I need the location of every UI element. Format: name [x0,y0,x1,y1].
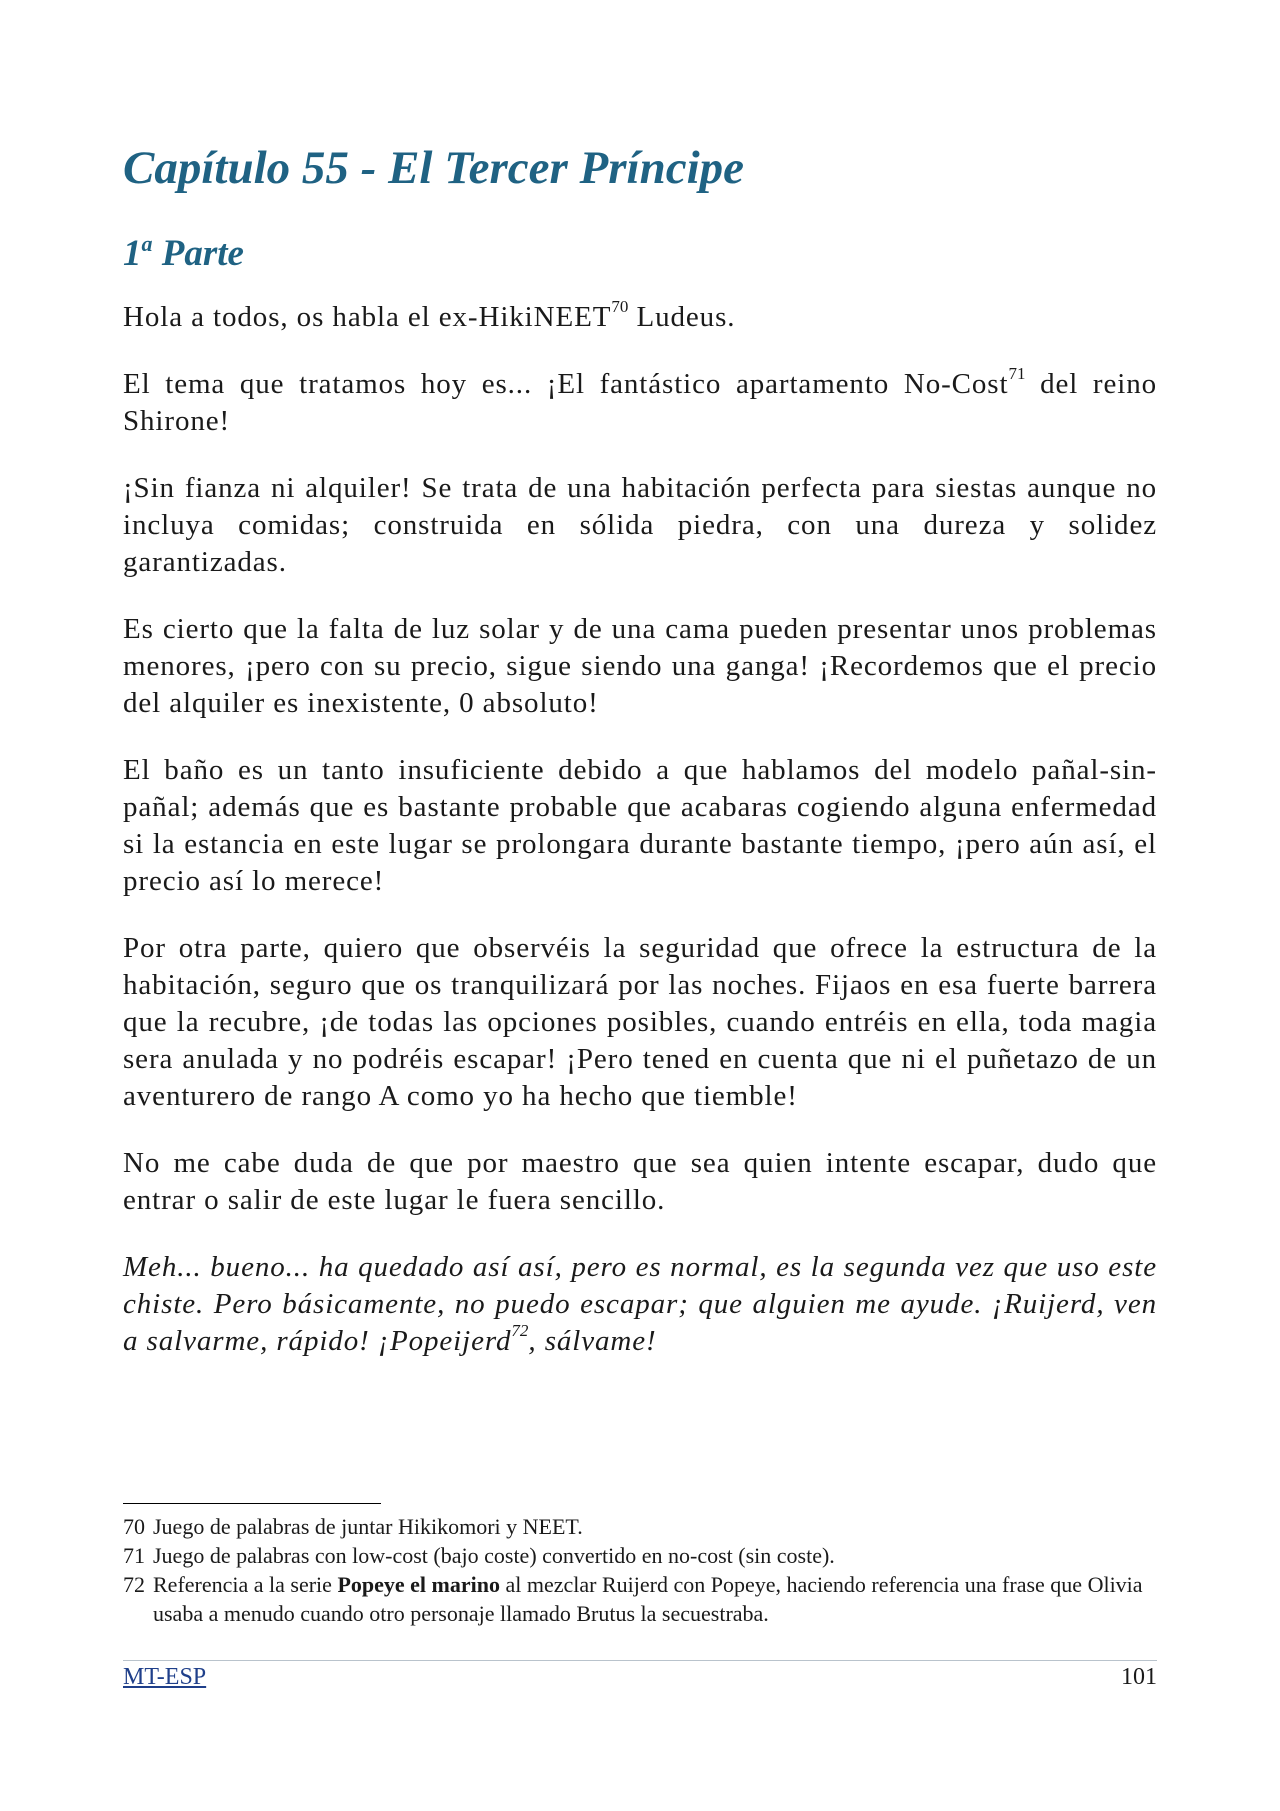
chapter-title: Capítulo 55 - El Tercer Príncipe [123,142,745,194]
paragraph: Es cierto que la falta de luz solar y de una cama pueden presentar unos problemas menores, ¡pero con su precio, sigue siendo una ganga! ¡Recordemos que el precio del alquiler es inexistente, 0 absoluto! [123,612,1157,719]
footnote-text: Juego de palabras con low-cost (bajo coste) convertido en no-cost (sin coste). [153,1543,835,1568]
footnote-separator [123,1503,381,1504]
paragraph: Hola a todos, os habla el ex-HikiNEET$^{70}$ Ludeus. [123,296,736,333]
footnote [123,1541,1157,1570]
paragraph: ¡Sin fianza ni alquiler! Se trata de una habitación perfecta para siestas aunque no incluya comidas; construida en sólida piedra, con una dureza y solidez garantizadas. [123,471,1157,578]
footnote-number: 72 [123,1572,145,1597]
part-ordinal: a [141,231,153,257]
footnote-ref[interactable]: 71 [1008,363,1026,383]
paragraph: El tema que tratamos hoy es... ¡El fantástico apartamento No-Cost$^{71}$ del reino Shirone! [123,363,1158,437]
footnote-series-title: Popeye el marino [337,1572,500,1597]
footnote-ref[interactable]: 70 [611,296,629,316]
footnote-number: 71 [123,1543,145,1568]
page-number: 101 [1121,1664,1157,1690]
footnote [123,1570,1157,1628]
footnote-text: Juego de palabras de juntar Hikikomori y NEET. [153,1514,583,1539]
footnote [123,1512,1157,1541]
part-number: 1 [123,233,142,275]
paragraph: El baño es un tanto insuficiente debido a que hablamos del modelo pañal-sin-pañal; además que es bastante probable que acabaras cogiendo alguna enfermedad si la estancia en este lugar se prolongara durante bastante tiempo, ¡pero aún así, el precio así lo merece! [123,753,1157,897]
paragraph: Por otra parte, quiero que observéis la seguridad que ofrece la estructura de la habitación, seguro que os tranquilizará por las noches. Fijaos en esa fuerte barrera que la recubre, ¡de todas las opciones posibles, cuando entréis en ella, toda magia sera anulada y no podréis escapar! ¡Pero tened en cuenta que ni el puñetazo de un aventurero de rango A como yo ha hecho que tiemble! [123,931,1157,1112]
footnote-text: Referencia a la serie Popeye el marino al mezclar Ruijerd con Popeye, haciendo referencia una frase que Olivia usaba a menudo cuando otro personaje llamado Brutus la secuestraba. [153,1572,1143,1626]
body-text [123,296,1158,1360]
part-heading [123,232,1157,276]
page-footer [123,1661,1157,1693]
paragraph: No me cabe duda de que por maestro que sea quien intente escapar, dudo que entrar o salir de este lugar le fuera sencillo. [123,1146,1157,1216]
paragraph-italic: Meh... bueno... ha quedado así así, pero es normal, es la segunda vez que uso este chiste. Pero básicamente, no puedo escapar; que alguien me ayude. ¡Ruijerd, ven a salvarme, rápido! ¡Popeijerd$^{72}$, sálvame! [123,1250,1157,1357]
footnote-number: 70 [123,1514,145,1539]
page-content [123,140,1157,1390]
part-label: Parte [161,233,244,275]
footnote-ref[interactable]: 72 [511,1320,529,1340]
footnotes [123,1512,1157,1628]
footer-site-link[interactable]: MT-ESP [123,1664,207,1690]
